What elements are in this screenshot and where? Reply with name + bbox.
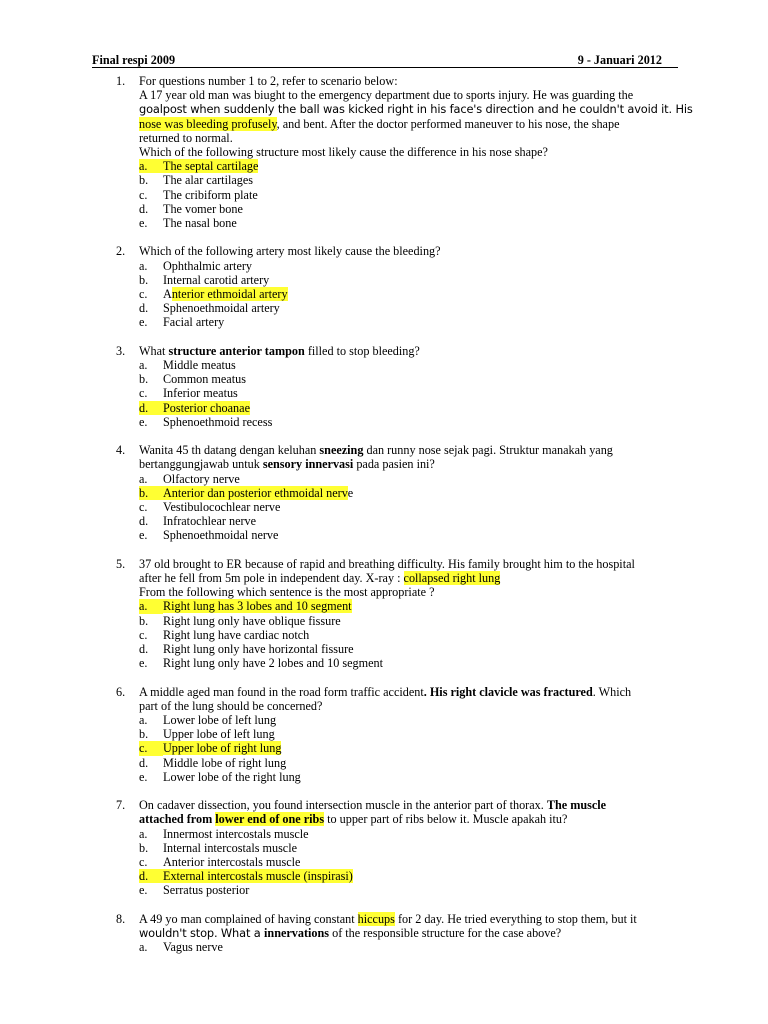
answer-option-selected bbox=[139, 741, 669, 755]
answer-option bbox=[139, 756, 669, 770]
option-text-highlighted: nterior ethmoidal artery bbox=[171, 287, 288, 302]
option-letter: a. bbox=[139, 599, 163, 613]
answer-option bbox=[139, 713, 669, 727]
option-text: Lower lobe of the right lung bbox=[163, 769, 301, 784]
highlighted-phrase: collapsed right lung bbox=[403, 571, 501, 586]
question-text-line bbox=[139, 912, 669, 926]
answer-option bbox=[139, 855, 669, 869]
answer-option bbox=[139, 472, 669, 486]
answer-option bbox=[139, 301, 669, 315]
option-letter: b. bbox=[139, 372, 149, 387]
option-letter: a. bbox=[139, 713, 148, 728]
option-letter: e. bbox=[139, 883, 148, 898]
question-text-fragment: Wanita 45 th datang dengan keluhan bbox=[139, 443, 320, 458]
question-list bbox=[0, 74, 768, 969]
option-text: Anterior intercostals muscle bbox=[163, 855, 301, 870]
bold-phrase: innervations bbox=[264, 926, 330, 941]
option-text-highlighted: Anterior dan posterior ethmoidal nerv bbox=[163, 485, 348, 500]
option-text: Middle lobe of right lung bbox=[163, 755, 287, 770]
answer-option bbox=[139, 841, 669, 855]
answer-option bbox=[139, 188, 669, 202]
option-text: Lower lobe of left lung bbox=[163, 713, 277, 728]
answer-option bbox=[139, 827, 669, 841]
answer-option bbox=[139, 386, 669, 400]
bold-phrase: sensory innervasi bbox=[262, 457, 354, 472]
question-text-fragment: filled to stop bleeding? bbox=[304, 343, 420, 358]
option-letter: e. bbox=[139, 414, 148, 429]
option-letter: d. bbox=[139, 201, 149, 216]
answer-option-selected bbox=[139, 599, 669, 613]
question-number: 6. bbox=[116, 684, 126, 699]
option-text: External intercostals muscle (inspirasi) bbox=[163, 869, 353, 884]
question-number: 2. bbox=[116, 244, 126, 259]
question-text-fragment: On cadaver dissection, you found intersection muscle in the anterior part of thorax. bbox=[139, 798, 547, 813]
option-letter: d. bbox=[139, 301, 149, 316]
option-text: Posterior choanae bbox=[163, 400, 250, 415]
highlighted-phrase: hiccups bbox=[357, 911, 395, 926]
answer-option bbox=[139, 372, 669, 386]
option-text: The vomer bone bbox=[163, 201, 243, 216]
option-letter: b. bbox=[139, 727, 149, 742]
option-letter: c. bbox=[139, 500, 148, 515]
question-number: 5. bbox=[116, 556, 126, 571]
bold-phrase: structure anterior tampon bbox=[168, 343, 305, 358]
header-title: Final respi 2009 bbox=[92, 53, 176, 67]
option-letter: d. bbox=[139, 869, 163, 883]
answer-option bbox=[139, 514, 669, 528]
bold-phrase: sneezing bbox=[319, 443, 364, 458]
bold-phrase: . His right clavicle was fractured bbox=[423, 684, 593, 699]
answer-option bbox=[139, 315, 669, 329]
option-letter: a. bbox=[139, 940, 148, 955]
answer-option bbox=[139, 727, 669, 741]
answer-option-selected bbox=[139, 401, 669, 415]
question-6 bbox=[0, 685, 768, 784]
option-letter: c. bbox=[139, 386, 148, 401]
option-text: Facial artery bbox=[163, 315, 225, 330]
option-letter: c. bbox=[139, 741, 163, 755]
option-text: Right lung only have 2 lobes and 10 segment bbox=[163, 656, 384, 671]
answer-option-selected bbox=[139, 869, 669, 883]
question-text-fragment: pada pasien ini? bbox=[353, 457, 435, 472]
option-text: Right lung have cardiac notch bbox=[163, 627, 310, 642]
question-text-fragment: , and bent. After the doctor performed maneuver to his nose, the shape bbox=[276, 116, 620, 131]
answer-option bbox=[139, 216, 669, 230]
option-letter: b. bbox=[139, 173, 149, 188]
answer-option bbox=[139, 202, 669, 216]
option-letter: b. bbox=[139, 840, 149, 855]
option-text: Vestibulocochlear nerve bbox=[163, 500, 281, 515]
question-text-line bbox=[139, 457, 669, 471]
answer-option bbox=[139, 883, 669, 897]
option-text: The nasal bone bbox=[163, 216, 237, 231]
option-letter: c. bbox=[139, 187, 148, 202]
option-letter: b. bbox=[139, 486, 163, 500]
question-text-fragment: A 49 yo man complained of having constant bbox=[139, 911, 358, 926]
question-text-line bbox=[139, 812, 669, 826]
question-text-fragment: A middle aged man found in the road form traffic accident bbox=[139, 684, 424, 699]
option-letter: b. bbox=[139, 272, 149, 287]
header-rule bbox=[92, 67, 678, 68]
option-text: The alar cartilages bbox=[163, 173, 253, 188]
option-text: Innermost intercostals muscle bbox=[163, 826, 309, 841]
option-text: Internal intercostals muscle bbox=[163, 840, 298, 855]
option-letter: b. bbox=[139, 613, 149, 628]
question-text-line: goalpost when suddenly the ball was kicked right in his face's direction and he couldn't avoid it. His bbox=[139, 102, 693, 117]
question-8 bbox=[0, 912, 768, 955]
question-text-line bbox=[139, 926, 669, 940]
answer-option bbox=[139, 173, 669, 187]
question-text-line bbox=[139, 685, 669, 699]
highlighted-bold-phrase: lower end of one ribs bbox=[215, 812, 325, 827]
option-letter: e. bbox=[139, 656, 148, 671]
option-letter: a. bbox=[139, 358, 148, 373]
question-number: 3. bbox=[116, 343, 126, 358]
option-letter: a. bbox=[139, 826, 148, 841]
option-letter: a. bbox=[139, 159, 163, 173]
question-5 bbox=[0, 557, 768, 671]
question-text-fragment: after he fell from 5m pole in independent day. X-ray : bbox=[139, 571, 404, 586]
option-letter: c. bbox=[139, 855, 148, 870]
option-text: Internal carotid artery bbox=[163, 272, 270, 287]
header-date: 9 - Januari 2012 bbox=[577, 53, 662, 67]
bold-phrase: The muscle bbox=[546, 798, 607, 813]
answer-option bbox=[139, 642, 669, 656]
question-text-fragment: wouldn't stop. What a bbox=[139, 926, 265, 941]
question-text-line: From the following which sentence is the most appropriate ? bbox=[139, 585, 435, 600]
question-text-line: Which of the following structure most likely cause the difference in his nose shape? bbox=[139, 145, 548, 160]
question-text-line bbox=[139, 571, 669, 585]
option-letter: e. bbox=[139, 528, 148, 543]
question-text-line: For questions number 1 to 2, refer to scenario below: bbox=[139, 74, 398, 88]
answer-option-selected bbox=[139, 287, 669, 301]
question-4 bbox=[0, 443, 768, 542]
question-2 bbox=[0, 244, 768, 329]
highlighted-phrase: nose was bleeding profusely bbox=[139, 116, 277, 131]
question-text-line: Which of the following artery most likely cause the bleeding? bbox=[139, 244, 441, 259]
question-text-line: part of the lung should be concerned? bbox=[139, 698, 323, 713]
question-3 bbox=[0, 344, 768, 429]
question-number: 7. bbox=[116, 798, 126, 813]
bold-phrase: attached from bbox=[139, 812, 216, 827]
answer-option bbox=[139, 628, 669, 642]
answer-option bbox=[139, 273, 669, 287]
option-text-end: e bbox=[347, 485, 354, 500]
question-text-fragment: What bbox=[139, 343, 169, 358]
option-letter: d. bbox=[139, 401, 163, 415]
question-text-fragment: bertanggungjawab untuk bbox=[139, 457, 263, 472]
question-text-fragment: . Which bbox=[592, 684, 632, 699]
question-number: 1. bbox=[116, 74, 126, 88]
option-letter: a. bbox=[139, 258, 148, 273]
option-text: Sphenoethmoid recess bbox=[163, 414, 273, 429]
question-text-line bbox=[139, 443, 669, 457]
option-text: Ophthalmic artery bbox=[163, 258, 253, 273]
question-number: 8. bbox=[116, 911, 126, 926]
option-text: Sphenoethmoidal artery bbox=[163, 301, 280, 316]
option-text: The septal cartilage bbox=[163, 159, 259, 174]
question-number: 4. bbox=[116, 443, 126, 458]
option-text: Upper lobe of right lung bbox=[163, 741, 282, 756]
option-text: Infratochlear nerve bbox=[163, 514, 257, 529]
question-text-line bbox=[139, 798, 669, 812]
option-text: Right lung only have oblique fissure bbox=[163, 613, 341, 628]
question-text-line bbox=[139, 117, 669, 131]
option-text: Sphenoethmoidal nerve bbox=[163, 528, 279, 543]
option-letter: e. bbox=[139, 769, 148, 784]
page-header bbox=[92, 53, 678, 68]
option-letter: d. bbox=[139, 755, 149, 770]
answer-option bbox=[139, 614, 669, 628]
option-text: Vagus nerve bbox=[163, 940, 223, 955]
option-text: Inferior meatus bbox=[163, 386, 238, 401]
answer-option bbox=[139, 940, 669, 954]
answer-option bbox=[139, 500, 669, 514]
option-letter: a. bbox=[139, 471, 148, 486]
option-letter: c. bbox=[139, 287, 148, 302]
option-text: Right lung has 3 lobes and 10 segment bbox=[163, 599, 352, 614]
question-text-fragment: dan runny nose sejak pagi. Struktur manakah yang bbox=[363, 443, 613, 458]
question-1 bbox=[0, 74, 768, 230]
answer-option-selected bbox=[139, 486, 669, 500]
question-text-line: returned to normal. bbox=[139, 130, 233, 145]
question-text-fragment: to upper part of ribs below it. Muscle apakah itu? bbox=[324, 812, 568, 827]
answer-option bbox=[139, 358, 669, 372]
question-text-fragment: for 2 day. He tried everything to stop them, but it bbox=[394, 911, 637, 926]
option-text: Right lung only have horizontal fissure bbox=[163, 642, 354, 657]
answer-option bbox=[139, 770, 669, 784]
answer-option bbox=[139, 415, 669, 429]
option-letter: c. bbox=[139, 627, 148, 642]
option-letter: e. bbox=[139, 315, 148, 330]
option-text: Olfactory nerve bbox=[163, 471, 240, 486]
option-text: Middle meatus bbox=[163, 358, 236, 373]
question-7 bbox=[0, 798, 768, 897]
question-text-fragment: of the responsible structure for the case above? bbox=[329, 926, 562, 941]
answer-option bbox=[139, 259, 669, 273]
answer-option-selected bbox=[139, 159, 669, 173]
question-text-line: 37 old brought to ER because of rapid and breathing difficulty. His family brought him to the hospital bbox=[139, 556, 635, 571]
option-text: Upper lobe of left lung bbox=[163, 727, 275, 742]
option-text: Common meatus bbox=[163, 372, 246, 387]
option-letter: d. bbox=[139, 642, 149, 657]
answer-option bbox=[139, 656, 669, 670]
option-text: The cribiform plate bbox=[163, 187, 258, 202]
question-text-line: A 17 year old man was biught to the emergency department due to sports injury. He was guarding the bbox=[139, 88, 634, 103]
answer-option bbox=[139, 528, 669, 542]
option-text: Serratus posterior bbox=[163, 883, 250, 898]
option-letter: e. bbox=[139, 216, 148, 231]
question-text-line bbox=[139, 344, 669, 358]
option-text-start: A bbox=[163, 287, 172, 302]
option-letter: d. bbox=[139, 514, 149, 529]
